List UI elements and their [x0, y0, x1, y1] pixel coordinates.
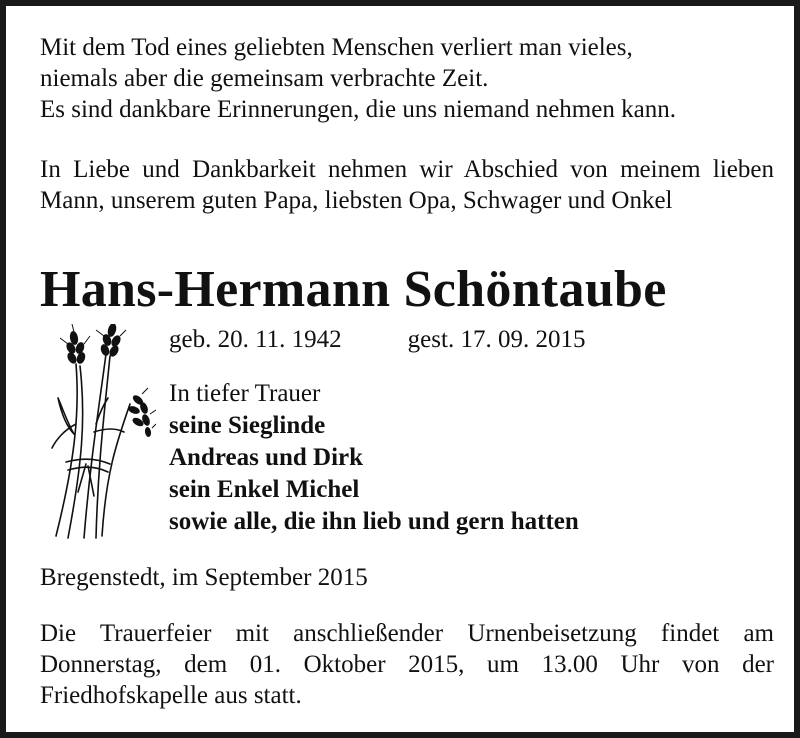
verse-line-1: Mit dem Tod eines geliebten Menschen verliert man vieles,	[40, 34, 633, 61]
death-date: gest. 17. 09. 2015	[407, 326, 586, 353]
mourner-3: sein Enkel Michel	[169, 476, 360, 503]
mourner-2: Andreas und Dirk	[169, 444, 364, 471]
mourner-1: seine Sieglinde	[169, 412, 326, 439]
verse-line-2: niemals aber die gemeinsam verbrachte Zeit.	[40, 65, 489, 92]
verse-line-3: Es sind dankbare Erinnerungen, die uns niemand nehmen kann.	[40, 96, 676, 123]
funeral-notice: Die Trauerfeier mit anschließender Urnenbeisetzung findet am Donnerstag, dem 01. Oktober 2015, um 13.00 Uhr von der Friedhofskapelle aus statt.	[40, 620, 774, 709]
deceased-name: Hans-Hermann Schöntaube	[40, 261, 667, 318]
mourners-block	[169, 378, 579, 538]
mourning-heading: In tiefer Trauer	[169, 380, 321, 407]
verse	[40, 32, 774, 125]
mourner-4: sowie alle, die ihn lieb und gern hatten	[169, 508, 579, 535]
birth-date: geb. 20. 11. 1942	[169, 326, 342, 353]
wheat-sheaf-icon	[46, 324, 156, 544]
place-date: Bregenstedt, im September 2015	[40, 564, 368, 591]
life-dates	[169, 324, 585, 355]
intro-text: In Liebe und Dankbarkeit nehmen wir Abschied von meinem lieben Mann, unserem guten Papa, liebsten Opa, Schwager und Onkel	[40, 156, 774, 214]
